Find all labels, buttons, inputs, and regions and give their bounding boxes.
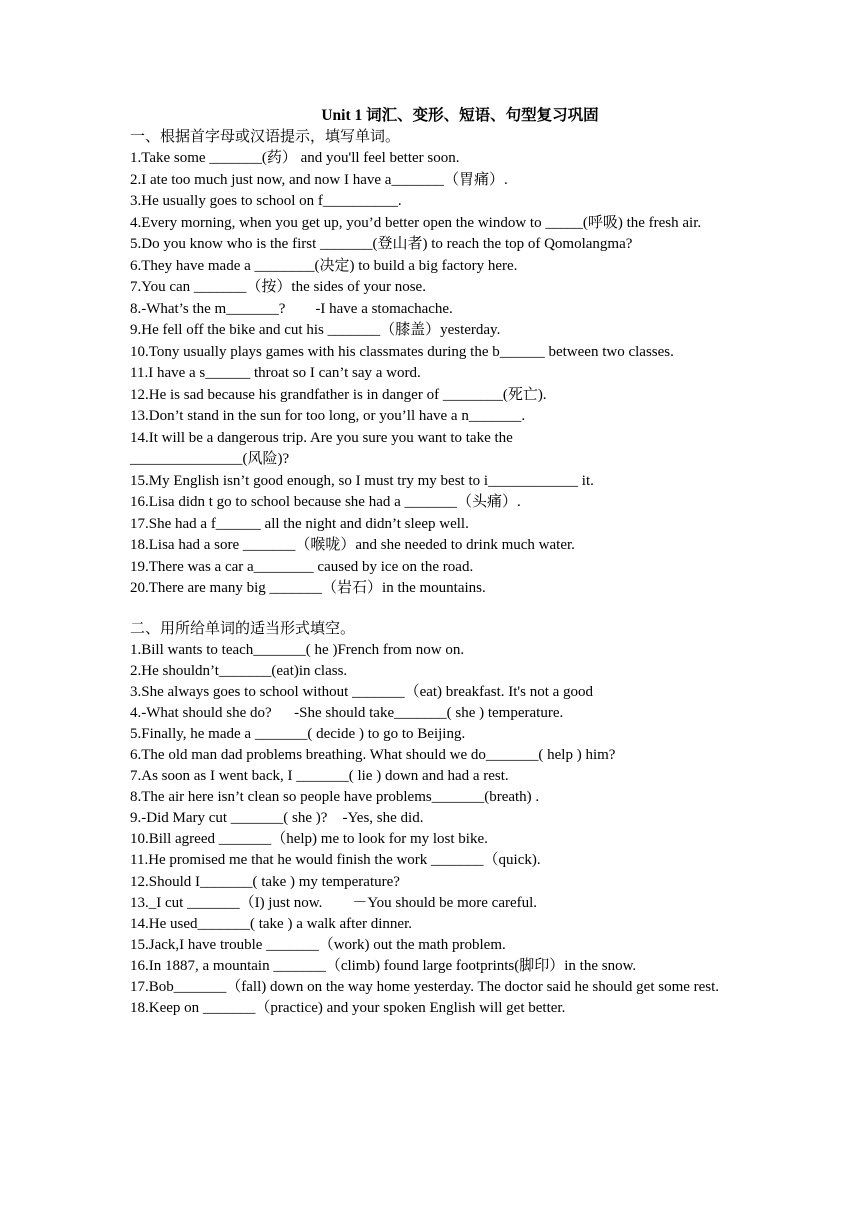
exercise-item: 8.The air here isn’t clean so people have problems_______(breath) .: [130, 789, 540, 806]
exercise-item: 6.The old man dad problems breathing. What should we do_______( help ) him?: [130, 746, 616, 763]
worksheet-title: Unit 1 词汇、变形、短语、句型复习巩固: [321, 107, 599, 124]
section-2-list: [130, 640, 740, 1020]
exercise-item: 17.Bob_______（fall) down on the way home yesterday. The doctor said he should get some rest.: [130, 979, 720, 995]
exercise-item: 3.He usually goes to school on f__________.: [130, 193, 402, 209]
exercise-item: 12.He is sad because his grandfather is in danger of ________(死亡).: [130, 386, 547, 403]
exercise-item: 14.He used_______( take ) a walk after dinner.: [130, 915, 412, 932]
exercise-item: 9.He fell off the bike and cut his _______（膝盖）yesterday.: [130, 322, 501, 338]
exercise-item: 9.-Did Mary cut _______( she )? -Yes, she did.: [130, 810, 424, 827]
exercise-item: 1.Bill wants to teach_______( he )French from now on.: [130, 641, 465, 658]
exercise-item: 20.There are many big _______（岩石）in the mountains.: [130, 580, 486, 596]
exercise-item: 6.They have made a ________(决定) to build a big factory here.: [130, 257, 518, 274]
exercise-item: 10.Bill agreed _______（help) me to look for my lost bike.: [130, 831, 488, 848]
exercise-item: 16.Lisa didn t go to school because she had a _______（头痛）.: [130, 494, 521, 510]
section-1-heading: 一、根据首字母或汉语提示，填写单词。: [130, 129, 401, 145]
exercise-item: 15.Jack,I have trouble _______（work) out the math problem.: [130, 936, 506, 953]
worksheet-page: [130, 104, 740, 1019]
exercise-item: 18.Keep on _______（practice) and your spoken English will get better.: [130, 1000, 566, 1017]
section-2-heading: 二、用所给单词的适当形式填空。: [130, 620, 356, 637]
exercise-item: 18.Lisa had a sore _______（喉咙）and she needed to drink much water.: [130, 537, 575, 553]
exercise-item: 12.Should I_______( take ) my temperature?: [130, 873, 400, 890]
exercise-item: 4.-What should she do? -She should take_______( she ) temperature.: [130, 704, 564, 721]
exercise-item: 13._I cut _______（I) just now. －You should be more careful.: [130, 894, 538, 911]
exercise-item: 19.There was a car a________ caused by ice on the road.: [130, 558, 474, 575]
exercise-item: 7.As soon as I went back, I _______( lie ) down and had a rest.: [130, 768, 509, 785]
exercise-item: 8.-What’s the m_______? -I have a stomachache.: [130, 300, 453, 317]
exercise-item: 3.She always goes to school without _______（eat) breakfast. It's not a good: [130, 683, 594, 700]
section-1-list: [130, 148, 740, 600]
exercise-item: 7.You can _______（按）the sides of your nose.: [130, 279, 426, 295]
exercise-item: 11.I have a s______ throat so I can’t say a word.: [130, 365, 421, 381]
exercise-item: 5.Finally, he made a _______( decide ) to go to Beijing.: [130, 725, 466, 742]
exercise-item: 16.In 1887, a mountain _______（climb) found large footprints(脚印）in the snow.: [130, 957, 637, 974]
exercise-item: 14.It will be a dangerous trip. Are you sure you want to take the _______________(风险)?: [130, 429, 513, 467]
exercise-item: 15.My English isn’t good enough, so I must try my best to i____________ it.: [130, 472, 594, 489]
exercise-item: 17.She had a f______ all the night and didn’t sleep well.: [130, 515, 469, 532]
exercise-item: 11.He promised me that he would finish the work _______（quick).: [130, 852, 541, 869]
exercise-item: 5.Do you know who is the first _______(登山者) to reach the top of Qomolangma?: [130, 236, 633, 252]
exercise-item: 4.Every morning, when you get up, you’d better open the window to _____(呼吸) the fresh air.: [130, 214, 702, 231]
exercise-item: 2.He shouldn’t_______(eat)in class.: [130, 662, 348, 679]
exercise-item: 10.Tony usually plays games with his classmates during the b______ between two classes.: [130, 343, 674, 360]
exercise-item: 1.Take some _______(药） and you'll feel better soon.: [130, 150, 460, 166]
section-spacer: [130, 600, 740, 619]
exercise-item: 2.I ate too much just now, and now I have a_______（胃痛）.: [130, 171, 508, 188]
exercise-item: 13.Don’t stand in the sun for too long, or you’ll have a n_______.: [130, 408, 526, 424]
